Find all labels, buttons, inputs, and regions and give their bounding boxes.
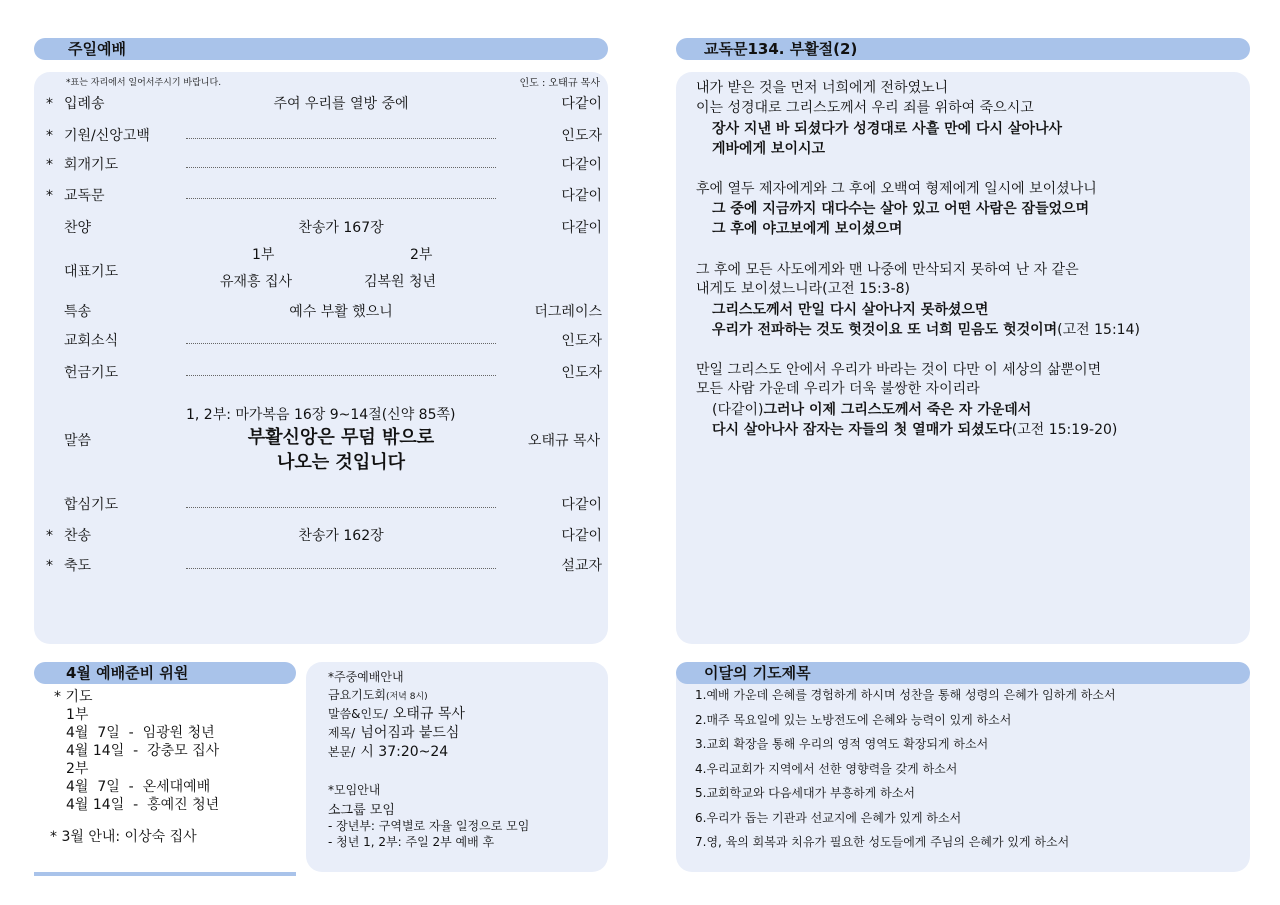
order-performer: 다같이 [561, 528, 602, 544]
order-performer: 다같이 [561, 220, 602, 236]
friday-service [328, 686, 428, 703]
order-label: 회개기도 [64, 157, 119, 173]
friday-time: (저녁 8시) [385, 692, 428, 702]
reading-text: 우리가 전파하는 것도 헛것이요 또 너희 믿음도 헛것이며 [712, 322, 1058, 338]
order-row [46, 526, 602, 546]
prayers-title: 이달의 기도제목 [704, 664, 811, 682]
speaker-name: 오태규 목사 [392, 706, 465, 722]
dotted-leader [186, 507, 496, 508]
stand-marker: * [46, 96, 53, 112]
order-row [46, 126, 602, 146]
prayer-item: 2.매주 목요일에 있는 노방전도에 은혜와 능력이 있게 하소서 [695, 713, 1012, 727]
reading-reference: (고전 15:14) [1057, 322, 1140, 338]
dotted-leader [186, 375, 496, 376]
sermon-title-line2: 나오는 것입니다 [277, 452, 405, 473]
reading-line [712, 421, 1117, 439]
reading-text: 다시 살아나사 잠자는 자들의 첫 열매가 되셨도다 [712, 422, 1012, 438]
order-row [46, 363, 602, 383]
committee-header [34, 662, 296, 684]
committee-line: * 기도 [54, 689, 93, 705]
topic-line [328, 722, 459, 742]
reading-line: 내가 받은 것을 먼저 너희에게 전하였노니 [696, 80, 949, 96]
dotted-leader [186, 138, 496, 139]
meeting-title: 소그룹 모임 [328, 803, 395, 818]
reading-reference: (고전 15:19-20) [1011, 422, 1118, 438]
committee-line: * 3월 안내: 이상숙 집사 [50, 829, 197, 845]
prayer-name2: 김복원 청년 [364, 274, 437, 290]
order-row [46, 186, 602, 206]
meeting-item: - 청년 1, 2부: 주일 2부 예배 후 [328, 835, 495, 849]
reading-line: 모든 사람 가운데 우리가 더욱 불쌍한 자이리라 [696, 381, 980, 397]
reading-line: 그 중에 지금까지 대다수는 살아 있고 어떤 사람은 잠들었으며 [712, 201, 1090, 217]
order-label: 입례송 [64, 96, 105, 112]
standing-note: *표는 자리에서 일어서주시기 바랍니다. [66, 78, 222, 88]
reading-line [712, 401, 1031, 419]
prayer-part1: 1부 [252, 247, 275, 263]
worship-leader: 인도 : 오태규 목사 [519, 78, 600, 89]
reading-line: 후에 열두 제자에게와 그 후에 오백여 형제에게 일시에 보이셨나니 [696, 181, 1097, 197]
order-label: 찬양 [64, 220, 92, 236]
friday-name: 금요기도회 [328, 688, 386, 702]
prayer-item: 7.영, 육의 회복과 치유가 필요한 성도들에게 주님의 은혜가 있게 하소서 [695, 835, 1070, 849]
reading-line: 이는 성경대로 그리스도께서 우리 죄를 위하여 죽으시고 [696, 100, 1034, 116]
sermon-title-line1: 부활신앙은 무덤 밖으로 [247, 427, 435, 448]
committee-title: 4월 예배준비 위원 [66, 664, 189, 682]
order-row [46, 302, 602, 322]
order-label: 합심기도 [64, 497, 119, 513]
sermon-preacher: 오태규 목사 [527, 433, 600, 449]
reading-title: 교독문134. 부활절(2) [704, 40, 858, 58]
reading-line: 게바에게 보이시고 [712, 141, 826, 157]
prayer-name1: 유재흥 집사 [220, 274, 293, 290]
stand-marker: * [46, 128, 53, 144]
text-line [328, 741, 448, 761]
order-performer: 인도자 [561, 333, 602, 349]
prayer-item: 6.우리가 돕는 기관과 선교지에 은혜가 있게 하소서 [695, 811, 962, 825]
dotted-leader [186, 343, 496, 344]
sermon-scripture: 1, 2부: 마가복음 16장 9~14절(신약 85쪽) [186, 407, 456, 423]
stand-marker: * [46, 157, 53, 173]
order-label: 찬송 [64, 528, 92, 544]
order-performer: 인도자 [561, 365, 602, 381]
order-row [46, 218, 602, 238]
order-content: 찬송가 167장 [298, 220, 384, 236]
speaker-label: 말씀&인도/ [328, 707, 388, 721]
dotted-leader [186, 568, 496, 569]
order-performer: 다같이 [561, 157, 602, 173]
prayers-header [676, 662, 1250, 684]
order-content: 찬송가 162장 [298, 528, 384, 544]
sermon-label: 말씀 [64, 433, 92, 449]
reading-line: 그 후에 야고보에게 보이셨으며 [712, 221, 903, 237]
order-row [46, 331, 602, 351]
prayer-item: 4.우리교회가 지역에서 선한 영향력을 갖게 하소서 [695, 762, 958, 776]
dotted-leader [186, 198, 496, 199]
reading-line: 장사 지낸 바 되셨다가 성경대로 사흘 만에 다시 살아나사 [712, 121, 1063, 137]
order-row [46, 495, 602, 515]
order-row [46, 155, 602, 175]
reading-line [712, 321, 1140, 339]
stand-marker: * [46, 558, 53, 574]
order-performer: 다같이 [561, 497, 602, 513]
reading-text: 그러나 이제 그리스도께서 죽은 자 가운데서 [763, 402, 1032, 418]
topic-text: 넘어짐과 붙드심 [360, 725, 460, 741]
reading-line: 만일 그리스도 안에서 우리가 바라는 것이 다만 이 세상의 삶뿐이면 [696, 362, 1102, 378]
divider [34, 872, 296, 876]
order-performer: 설교자 [561, 558, 602, 574]
order-label: 기원/신앙고백 [64, 128, 150, 144]
order-label: 교독문 [64, 188, 105, 204]
prayer-label: 대표기도 [64, 264, 119, 280]
committee-line: 4월 14일 - 강충모 집사 [66, 743, 220, 759]
reading-line: 그 후에 모든 사도에게와 맨 나중에 만삭되지 못하여 난 자 같은 [696, 262, 1079, 278]
prayer-item: 5.교회학교와 다음세대가 부흥하게 하소서 [695, 786, 915, 800]
meeting-item: - 장년부: 구역별로 자율 일정으로 모임 [328, 819, 530, 833]
order-label: 교회소식 [64, 333, 119, 349]
committee-line: 1부 [66, 707, 89, 723]
meeting-heading: *모임안내 [328, 783, 381, 797]
order-label: 헌금기도 [64, 365, 119, 381]
committee-line: 2부 [66, 761, 89, 777]
text-reference: 시 37:20~24 [360, 744, 449, 760]
prayer-part2: 2부 [410, 247, 433, 263]
stand-marker: * [46, 188, 53, 204]
weekly-heading: *주중예배안내 [328, 670, 404, 684]
prayer-item: 3.교회 확장을 통해 우리의 영적 영역도 확장되게 하소서 [695, 737, 989, 751]
order-performer: 다같이 [561, 96, 602, 112]
worship-header [34, 38, 608, 60]
reading-line: 그리스도께서 만일 다시 살아나지 못하셨으면 [712, 302, 989, 318]
committee-line: 4월 7일 - 온세대예배 [66, 779, 211, 795]
stand-marker: * [46, 528, 53, 544]
prayer-item: 1.예배 가운데 은혜를 경험하게 하시며 성찬을 통해 성령의 은혜가 임하게 하소서 [695, 688, 1116, 702]
dotted-leader [186, 167, 496, 168]
worship-title: 주일예배 [68, 40, 126, 58]
order-performer: 다같이 [561, 188, 602, 204]
committee-line: 4월 7일 - 임광원 청년 [66, 725, 215, 741]
order-label: 축도 [64, 558, 92, 574]
reading-header [676, 38, 1250, 60]
order-content: 주여 우리를 열방 중에 [273, 96, 409, 112]
order-content: 예수 부활 했으니 [289, 304, 393, 320]
committee-line: 4월 14일 - 홍예진 청년 [66, 797, 220, 813]
topic-label: 제목/ [328, 726, 356, 740]
reading-together: (다같이) [712, 402, 764, 418]
speaker-line [328, 703, 465, 723]
order-row [46, 94, 602, 114]
order-performer: 더그레이스 [534, 304, 602, 320]
order-row [46, 556, 602, 576]
order-label: 특송 [64, 304, 92, 320]
order-performer: 인도자 [561, 128, 602, 144]
text-label: 본문/ [328, 745, 356, 759]
reading-line: 내게도 보이셨느니라(고전 15:3-8) [696, 281, 910, 297]
